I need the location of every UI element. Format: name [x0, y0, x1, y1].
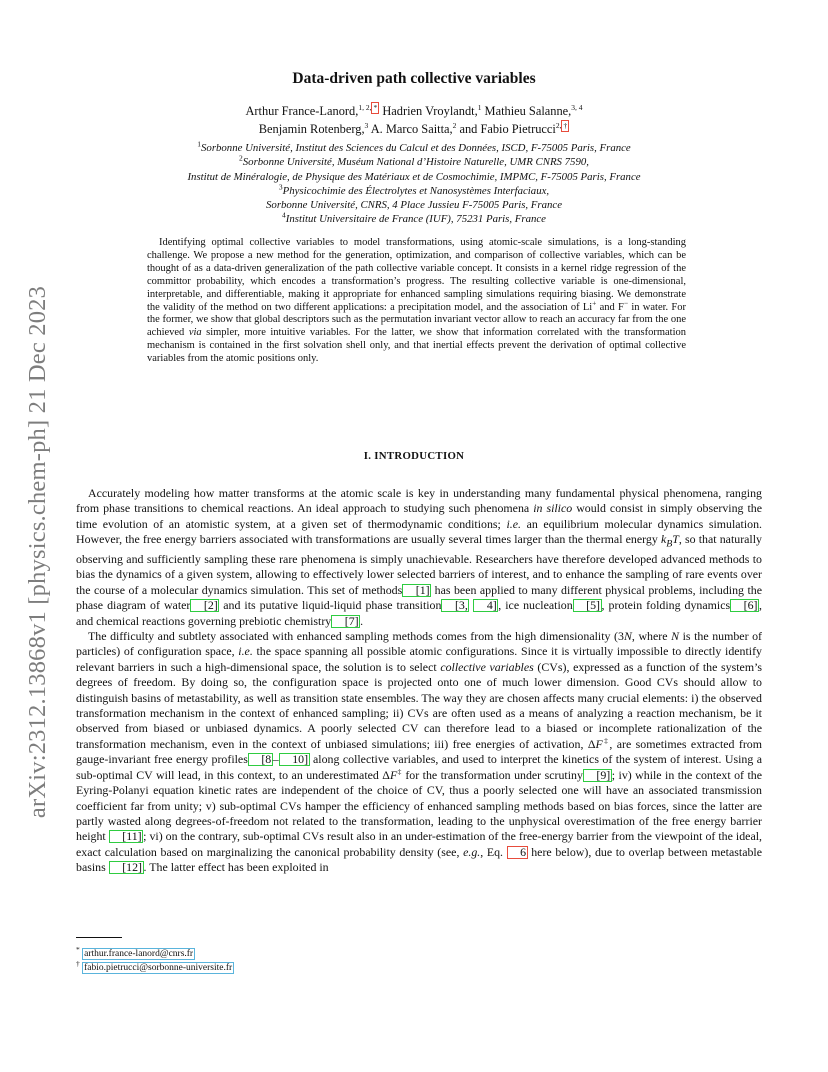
footnotes — [76, 944, 234, 975]
citation-link[interactable]: [11] — [109, 830, 143, 843]
affiliation-line: $^3$Physicochimie des Électrolytes et Nanosystèmes Interfaciaux, — [278, 182, 550, 197]
author-affil-sup: 3 — [364, 121, 369, 131]
author-name: Arthur France-Lanord, — [245, 104, 359, 119]
affiliation-line: $^2$Sorbonne Université, Muséum National d’Histoire Naturelle, UMR CNRS 7590, — [239, 153, 589, 169]
author-name: and Fabio Pietrucci — [459, 122, 556, 137]
paper-title: Data-driven path collective variables — [292, 70, 536, 87]
citation-link[interactable]: [8 — [248, 753, 273, 766]
author-name: A. Marco Saitta, — [370, 122, 453, 137]
author-affil-sup: 2, — [555, 121, 562, 131]
affiliation-line: Institut de Minéralogie, de Physique des Matériaux et de Cosmochimie, IMPMC, F-75005 Paris, France — [187, 170, 641, 183]
footnote: † fabio.pietrucci@sorbonne-universite.fr — [76, 958, 233, 973]
affiliation-line: Sorbonne Université, CNRS, 4 Place Jussieu F-75005 Paris, France — [266, 199, 562, 212]
author-affil-sup: 2 — [452, 121, 457, 131]
section-heading: I. INTRODUCTION — [363, 450, 465, 462]
citation-link[interactable]: 10] — [279, 753, 310, 766]
author-affil-sup: 1 — [477, 103, 482, 112]
affiliation-list — [0, 141, 828, 227]
footnote: * arthur.france-lanord@cnrs.fr — [76, 944, 194, 959]
citation-link[interactable]: [7] — [331, 615, 360, 628]
paragraph: The difficulty and subtlety associated with enhanced sampling methods comes from the high dimensionality (3N, where N is the number of particles) of configuration space, i.e. the space spanning all possible atomic configurations. Since it is virtually impossible to directly identify relevant barriers in such a high-dimensional space, the solution is to select collective variables (CVs), expressed as a function of the system’s degrees of freedom. By doing so, the configuration space is projected onto one of much lower dimension. Good CVs should allow to distinguish basins of metastability, as well as transition state ensembles. The way they are chosen affects many crucial elements: i) the observed transformation mechanism in the context of enhanced sampling; ii) CVs are often used as a means of analyzing a reaction mechanism, be it observed from biased or unbiased dynamics. A poorly selected CV can therefore lead to a biased or incomplete rationalization of the transformation mechanism, even in the context of unbiased simulations; iii) free energies of activation, ΔF‡, are sometimes extracted from gauge-invariant free energy profiles [8 – 10] along collective variables, and used to interpret the kinetics of the system of interest. Using a sub-optimal CV will lead, in this context, to an underestimated ΔF‡ for the transformation under scrutiny [9] ; iv) while in the context of the Eyring-Polanyi equation kinetic rates are independent of the choice of CV, thus a poorly selected one will have an associated transmission coefficient far from unity; v) sub-optimal CVs hamper the efficiency of enhanced sampling methods based on bias forces, since the latter are partly wasted along degrees-of-freedom not related to the transformation, leading to the unphysical overestimation of the free energy barrier height [11] ; vi) on the contrary, sub-optimal CVs result also in an under-estimation of the free-energy barrier from the viewpoint of the ideal, exact calculation based on marginalizing the canonical probability density (see, e.g., Eq. 6 here below), due to overlap between metastable basins [12] . The latter effect has been exploited in — [76, 629, 763, 875]
arxiv-identifier-stamp — [18, 232, 58, 872]
citation-link[interactable]: [12] — [109, 861, 144, 874]
author-name: Hadrien Vroylandt, — [382, 104, 478, 119]
author-name: Benjamin Rotenberg, — [258, 122, 365, 137]
footnote-link[interactable]: * — [373, 103, 378, 112]
author-list — [0, 102, 828, 138]
introduction-text — [76, 486, 762, 876]
abstract: Identifying optimal collective variables to model transformations, using atomic-scale simulations, is a long-standing challenge. We propose a new method for the generation, optimization, and comparison of collective variables, which can be thought of as a data-driven generalization of the path collective variable concept. It consists in a kernel ridge regression of the committor probability, which encodes a transformation’s progress. The resulting collective variable is one-dimensional, interpretable, and differentiable, making it appropriate for enhanced sampling simulations requiring biasing. We demonstrate the validity of the method on two different applications: a precipitation model, and the association of Li+ and F− in water. For the former, we show that global descriptors such as the permutation invariant vector allow to reach an accuracy far from the one achieved via simpler, more intuitive variables. For the latter, we show that information correlated with the transformation mechanism is contained in the first solvation shell only, and that inertial effects prevent the derivation of optimal collective variables from the atomic positions only. — [147, 237, 686, 365]
equation-link[interactable]: 6 — [507, 846, 528, 859]
citation-link[interactable]: 4] — [473, 599, 498, 612]
citation-link[interactable]: [5] — [573, 599, 602, 612]
arxiv-identifier: arXiv:2312.13868v1 [physics.chem-ph] 21 Dec 2023 — [24, 285, 52, 819]
author-affil-sup: 3, 4 — [571, 103, 583, 112]
affiliation-line: $^4$Institut Universitaire de France (IUF), 75231 Paris, France — [282, 210, 546, 226]
email-link[interactable]: arthur.france-lanord@cnrs.fr — [84, 949, 194, 959]
affiliation-line: $^1$Sorbonne Université, Institut des Sciences du Calcul et des Données, ISCD, F-75005 Paris, France — [197, 139, 631, 154]
citation-link[interactable]: [3, — [441, 599, 469, 612]
citation-link[interactable]: [9] — [583, 769, 612, 782]
citation-link[interactable]: [1] — [402, 584, 431, 597]
footnote-link[interactable]: † — [563, 121, 568, 131]
author-name: Mathieu Salanne, — [484, 104, 572, 119]
paragraph: Accurately modeling how matter transforms at the atomic scale is key in understanding many fundamental physical phenomena, ranging from phase transitions to chemical reactions. An ideal approach to studying such phenomena in silico would consist in simply observing the time evolution of an atomistic system, at a given set of thermodynamic conditions; i.e. an equilibrium molecular dynamics simulation. However, the free energy barriers associated with transformations are usually several times larger than the thermal energy $k_BT$, so that naturally observing and sufficiently sampling these rare phenomena is simply unachievable. Researchers have therefore developed advanced methods to bias the dynamics of a given system, allowing to effectively lower selected barriers of interest, and to enhance the sampling of rare events over the course of a molecular dynamics simulation. This set of methods [1] has been applied to many different physical problems, including the phase diagram of water [2] and its putative liquid-liquid phase transition [3, 4] , ice nucleation [5] , protein folding dynamics [6] , and chemical reactions governing prebiotic chemistry [7] . — [76, 486, 763, 628]
author-affil-sup: 1, 2, — [358, 103, 372, 112]
email-link[interactable]: fabio.pietrucci@sorbonne-universite.fr — [84, 962, 233, 973]
citation-link[interactable]: [6] — [730, 599, 759, 612]
footnote-divider — [76, 937, 122, 938]
citation-link[interactable]: [2] — [190, 599, 219, 612]
